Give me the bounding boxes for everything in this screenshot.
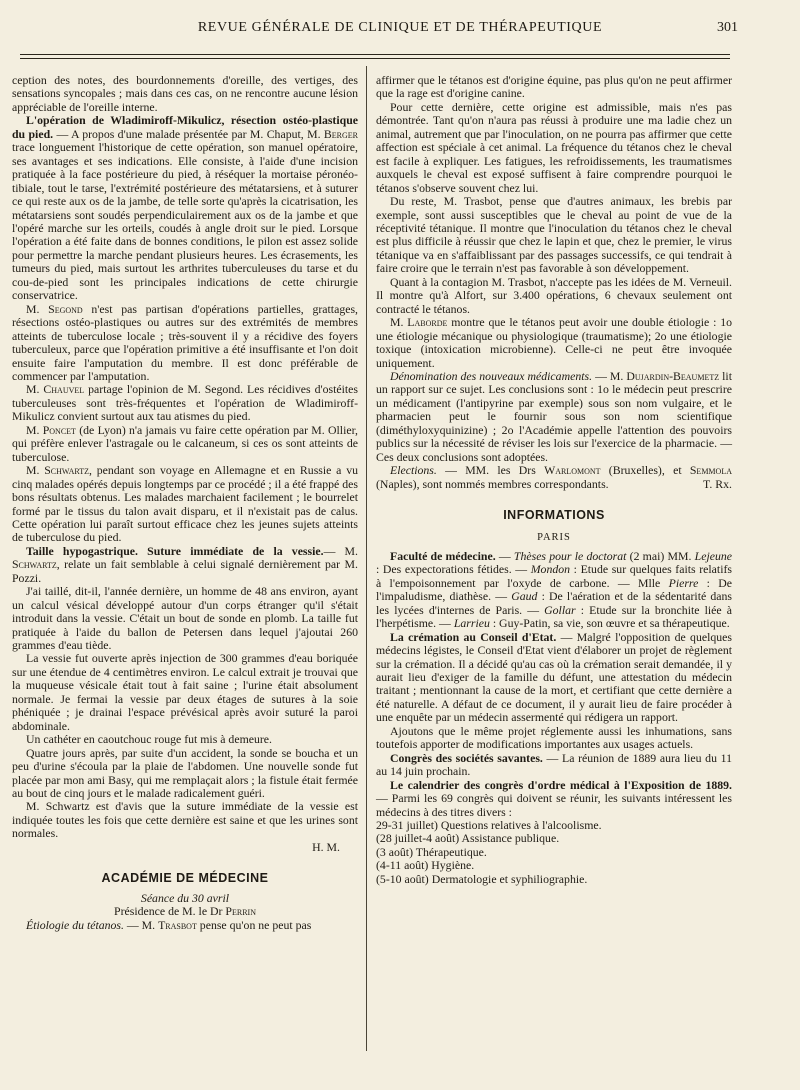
list-item: (5-10 août) Dermatologie et syphiliographie. (376, 871, 588, 886)
article-title: Le calendrier des congrès d'ordre médical à l'Exposition de 1889. (390, 777, 732, 792)
list-item: (3 août) Thérapeutique. (376, 844, 487, 859)
signature: H. M. (312, 839, 340, 854)
paragraph: affirmer que le tétanos est d'origine équine, pas plus qu'on ne peut affirmer que la rage est d'origine canine. (376, 73, 732, 101)
paragraph: M. Schwartz est d'avis que la suture immédiate de la vessie est indiquée toutes les fois que cette dernière est saine et que les urines sont normales. (12, 799, 358, 841)
article-title: Faculté de médecine. (390, 548, 496, 563)
paragraph: Quant à la contagion M. Trasbot, n'accepte pas les idées de M. Verneuil. Il montre qu'à Alfort, sur 3.400 opérations, 6 chevaux seulement ont contracté le tétanos. (376, 274, 732, 316)
paragraph: M. Poncet (de Lyon) n'a jamais vu faire cette opération par M. Ollier, qui préfère enlever l'astragale ou le calcaneum, si ces os sont atteints de tuberculose. (12, 422, 358, 464)
article-etiologie: Étiologie du tétanos. — M. Trasbot pense qu'on ne peut pas (26, 917, 312, 932)
paragraph: M. Laborde montre que le tétanos peut avoir une double étiologie : 1o une étiologie mécanique ou physiologique (traumatisme); 2o une étiologie toxique (intoxication microbienne). Celle-ci ne peut être invoquée uniquement. (376, 315, 733, 370)
author-name: Berger (323, 126, 358, 141)
article-title: Taille hypogastrique. Suture immédiate de la vessie. (26, 543, 324, 558)
article-title: Elections. (390, 463, 437, 478)
article-faculte: Faculté de médecine. — Thèses pour le doctorat (2 mai) MM. Lejeune : Des expectorations fétides. — Mondon : Etude sur quelques faits relatifs à l'empoisonnement par l'oxyde de carbone. — Mlle Pierre : De l'impaludisme, diathèse. — Gaud : De l'aération et de la sédentarité dans les lycées d'internes de Paris. — Gollar : Etude sur la bronchite liée à l'herpétisme. — Larrieu : Guy-Patin, sa vie, son œuvre et sa thérapeutique. (376, 548, 732, 631)
list-item: (28 juillet-4 août) Assistance publique. (376, 831, 560, 846)
article-title: L'opération de Wladimiroff-Mikulicz, résection ostéo-plastique du pied. (12, 113, 358, 141)
header-rule-thin (20, 58, 730, 59)
paragraph: La vessie fut ouverte après injection de 300 grammes d'eau boriquée sur une étendue de 4 centimètres environ. Le calcul extrait je trouvai que la muqueuse vésicale était tout à fait saine ; l'urine était absolument normale. Je fermai la vessie par deux étages de sutures à la soie phéniquée ; je drainai l'espace prévésical après avoir suturé la paroi abdominale. (12, 651, 358, 733)
page-header (0, 0, 800, 46)
page-number: 301 (717, 20, 738, 35)
presidence: Présidence de M. le Dr Perrin (114, 904, 256, 919)
list-item: (4-11 août) Hygiène. (376, 858, 475, 873)
article-wladimiroff: L'opération de Wladimiroff-Mikulicz, résection ostéo-plastique du pied. — A propos d'une malade présentée par M. Chaput, M. Berger trace longuement l'historique de cette opération, son manuel opératoire, ses avantages et ses indications. Elle consiste, à l'aide d'une incision pratiquée à la face postérieure du pied, à réséquer la mortaise péronéo-tibiale, tout le tarse, l'extrémité postérieure des métatarsiens, et à suturer ce qui reste aux os de la jambe, de telle sorte qu'après la cicatrisation, les métatarsiens sont soudés perpendiculairement aux os de la jambe et que l'opéré marche sur les orteils, coudés à angle droit sur le pied. Lorsque l'opération a été faite dans de bonnes conditions, le pilon est assez solide pour permettre la marche pendant plusieurs heures. Les écrasements, les tumeurs du pied, mais surtout les arthrites tuberculeuses du tarse et du cou-de-pied sont les principales indications de cette chirurgie conservatrice. (12, 113, 358, 303)
subheading-paris: PARIS (537, 531, 571, 543)
section-heading-informations: INFORMATIONS (503, 508, 605, 523)
paragraph: Pour cette dernière, cette origine est admissible, mais n'es pas démontrée. Tant qu'on n'aura pas réussi à produire une ma ladie chez un animal, autrement que par l'inoculation, on ne pourra pas affirmer que cette affection est spéciale à cet animal. La fréquence du tétanos chez le cheval est facile à expliquer. Les fatigues, les refroidissements, les traumatismes auxquels le cheval est exposé suffisent à faire comprendre pourquoi le tétanos s'observe souvent chez lui. (376, 99, 732, 195)
signature: T. Rx. (703, 476, 732, 491)
paragraph: M. Segond n'est pas partisan d'opérations partielles, grattages, résections ostéo-plastiques ou autres sur des extrémités de membres atteints de tuberculose locale ; très-souvent il y a récidive des foyers tuberculeux, parce que l'opération primitive a été insuffisante et l'on doit ensuite faire l'amputation du membre. Il est donc préférable de commencer par l'amputation. (12, 301, 358, 383)
paragraph: J'ai taillé, dit-il, l'année dernière, un homme de 48 ans environ, ayant un calcul vésical développé autour d'un corps étranger qu'il s'était introduit dans la vessie. C'était un bout de sonde en plomb. La taille fut pratiquée à l'aide du ballon de Petersen dans lequel j'ajoutai 260 grammes d'eau tiède. (12, 584, 358, 653)
paragraph: Ajoutons que le même projet réglemente aussi les inhumations, sans toutefois apporter de modifications importantes aux usages actuels. (376, 723, 732, 752)
session-date: Séance du 30 avril (140, 890, 230, 905)
right-column (376, 74, 732, 886)
paragraph: Quatre jours après, par suite d'un accident, la sonde se boucha et un peu d'urine s'écoula par la plaie de l'abdomen. Une nouvelle sonde fut placée par mon ami Basy, qui me remplaçait alors ; la fistule était fermée au bout de cinq jours et le malade radicalement guéri. (12, 745, 358, 801)
article-denomination: Dénomination des nouveaux médicaments. — M. Dujardin-Beaumetz lit un rapport sur ce sujet. Les conclusions sont : 1o le médecin peut prescrire un médicament (l'antipyrine par exemple) sous son nom vulgaire, et le pharmacien peut le fournir sous son nom scientifique (diméthyloxyquinizine) ; 2o l'Académie appelle l'attention des pouvoirs publics sur la nécessité de réviser les lois sur l'exercice de la pharmacie. — Ces deux conclusions sont adoptées. (376, 368, 732, 464)
journal-title: REVUE GÉNÉRALE DE CLINIQUE ET DE THÉRAPEUTIQUE (197, 20, 603, 35)
left-column (12, 74, 358, 932)
column-separator (366, 66, 367, 1051)
article-title: La crémation au Conseil d'Etat. (390, 629, 557, 644)
list-item: 29-31 juillet) Questions relatives à l'alcoolisme. (376, 818, 602, 833)
paragraph: M. Schwartz, pendant son voyage en Allemagne et en Russie a vu cinq malades opérés depuis longtemps par ce procédé ; il a été frappé des bons résultats obtenus. Les malades marchaient facilement ; le bourrelet formé par le tissus du talon avait disparu, et il n'existait pas de calus. Cette opération lui paraît surtout efficace chez les jeunes sujets atteints de tuberculose du pied. (12, 463, 358, 545)
article-elections: Elections. — MM. les Drs Warlomont (Bruxelles), et Semmola (Naples), sont nommés membres correspondants. T. Rx. (376, 463, 732, 491)
article-title: Étiologie du tétanos. (26, 917, 124, 932)
congress-list (376, 819, 732, 886)
paragraph: M. Chauvel partage l'opinion de M. Segond. Les récidives d'ostéites tuberculeuses sont très-fréquentes et l'opération de Wladimiroff-Mikulicz convient surtout aux tau atismes du pied. (12, 382, 358, 424)
section-heading-academie: ACADÉMIE DE MÉDECINE (101, 871, 269, 886)
paragraph: Du reste, M. Trasbot, pense que d'autres animaux, les brebis par exemple, sont aussi susceptibles que le cheval au point de vue de la réceptivité tétanique. Il montre que l'inoculation du tétanos chez le cheval est plus difficile à réussir que chez le lapin et que, chez le premier, le virus tétanique va en s'affaiblissant par des passages successifs, ce qui tendrait à faire croire que le terrain n'est pas favorable à son développement. (376, 194, 732, 276)
article-taille: Taille hypogastrique. Suture immédiate de la vessie.— M. Schwartz, relate un fait semblable à celui signalé dernièrement par M. Pozzi. (12, 543, 358, 585)
article-title: Dénomination des nouveaux médicaments. (390, 368, 593, 383)
article-congres: Congrès des sociétés savantes. — La réunion de 1889 aura lieu du 11 au 14 juin prochain. (376, 750, 732, 779)
article-title: Congrès des sociétés savantes. (390, 750, 543, 765)
article-cremation: La crémation au Conseil d'Etat. — Malgré l'opposition de quelques médecins légistes, le Conseil d'Etat vient d'élaborer un projet de règlement sur la crémation. Il a décidé qu'au cas où la crémation serait demandée, il y aurait lieu d'exiger de la famille du défunt, une attestation du médecin traitant ; mentionnant la cause de la mort, et certifiant que cette dernière a été naturelle. A défaut de ce document, il y aurait lieu de faire procéder à une enquête par un médecin assermenté qui rédigera un rapport. (376, 629, 732, 725)
article-calendrier: Le calendrier des congrès d'ordre médical à l'Exposition de 1889. — Parmi les 69 congrès qui doivent se réunir, les suivants intéressent les médecins à des titres divers : (376, 777, 732, 819)
paragraph: Un cathéter en caoutchouc rouge fut mis à demeure. (26, 732, 272, 747)
header-rule (20, 54, 730, 55)
paragraph: ception des notes, des bourdonnements d'oreille, des vertiges, des sensations syncopales ; mais dans ces cas, on ne rencontre aucune lésion appréciable de l'oreille interne. (12, 73, 358, 114)
